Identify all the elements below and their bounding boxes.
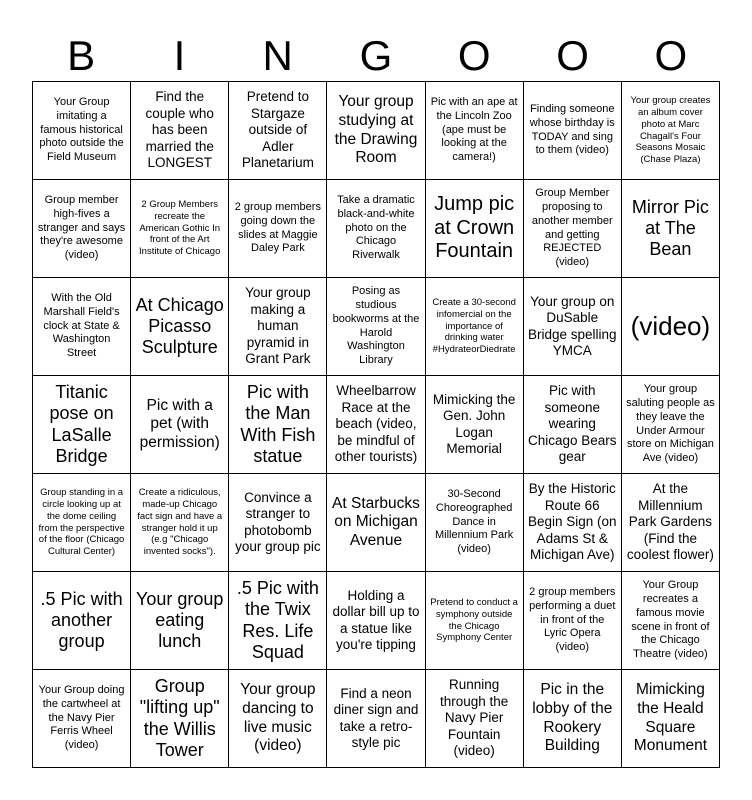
bingo-cell[interactable] bbox=[622, 82, 720, 180]
cell-text: Wheelbarrow Race at the beach (video, be mindful of other tourists) bbox=[334, 383, 418, 465]
cell-text: Your group studying at the Drawing Room bbox=[334, 93, 418, 167]
cell-text: At Starbucks on Michigan Avenue bbox=[332, 494, 420, 549]
header-letter-n: N bbox=[262, 32, 293, 79]
bingo-cell[interactable] bbox=[622, 572, 720, 670]
cell-text: Running through the Navy Pier Fountain (video) bbox=[439, 677, 509, 759]
header-letter-o2: O bbox=[556, 32, 589, 79]
cell-text: Your Group doing the cartwheel at the Navy Pier Ferris Wheel (video) bbox=[38, 684, 125, 752]
cell-text: (video) bbox=[630, 311, 711, 342]
cell-text: Mirror Pic at The Bean bbox=[631, 196, 709, 260]
bingo-cell[interactable] bbox=[229, 82, 327, 180]
cell-text: Mimicking the Gen. John Logan Memorial bbox=[432, 391, 516, 456]
bingo-cell[interactable] bbox=[33, 474, 131, 572]
header-letter-o3: O bbox=[654, 32, 688, 79]
cell-text: Convince a stranger to photobomb your group pic bbox=[235, 489, 321, 554]
cell-text: Your Group recreates a famous movie scene in front of the Chicago Theatre (video) bbox=[631, 579, 710, 660]
cell-text: Pretend to Stargaze outside of Adler Planetarium bbox=[241, 89, 314, 171]
cell-text: Create a 30-second infomercial on the importance of drinking water #HydrateorDiedrate bbox=[432, 296, 516, 356]
cell-text: At the Millennium Park Gardens (Find the coolest flower) bbox=[626, 481, 714, 563]
bingo-cell[interactable] bbox=[131, 376, 229, 474]
bingo-cell[interactable] bbox=[229, 278, 327, 376]
cell-text: Pic with someone wearing Chicago Bears gear bbox=[527, 383, 617, 465]
bingo-cell[interactable] bbox=[524, 180, 622, 278]
bingo-cell[interactable] bbox=[33, 278, 131, 376]
bingo-cell[interactable] bbox=[33, 670, 131, 768]
header-letter-b: B bbox=[67, 32, 96, 79]
cell-text: .5 Pic with another group bbox=[40, 588, 123, 652]
bingo-cell[interactable] bbox=[229, 572, 327, 670]
bingo-cell[interactable] bbox=[622, 670, 720, 768]
bingo-cell[interactable] bbox=[426, 670, 524, 768]
bingo-cell[interactable] bbox=[524, 376, 622, 474]
bingo-cell[interactable] bbox=[33, 82, 131, 180]
header-letter-o1: O bbox=[457, 32, 491, 79]
bingo-cell[interactable] bbox=[327, 278, 425, 376]
cell-text: Posing as studious bookworms at the Harold Washington Library bbox=[332, 285, 420, 366]
bingo-cell[interactable] bbox=[33, 572, 131, 670]
bingo-cell[interactable] bbox=[622, 376, 720, 474]
cell-text: Pic with a pet (with permission) bbox=[139, 396, 220, 451]
bingo-cell[interactable] bbox=[229, 376, 327, 474]
header-letter-i: I bbox=[173, 32, 186, 79]
bingo-cell[interactable] bbox=[524, 278, 622, 376]
cell-text: Pic with an ape at the Lincoln Zoo (ape must be looking at the camera!) bbox=[430, 96, 518, 164]
bingo-cell[interactable] bbox=[131, 180, 229, 278]
cell-text: At Chicago Picasso Sculpture bbox=[135, 294, 224, 358]
bingo-cell[interactable] bbox=[622, 278, 720, 376]
bingo-cell[interactable] bbox=[622, 180, 720, 278]
cell-text: Create a ridiculous, made-up Chicago fact sign and have a stranger hold it up (e.g "Chicago invented socks"). bbox=[137, 486, 223, 558]
bingo-cell[interactable] bbox=[33, 180, 131, 278]
bingo-cell[interactable] bbox=[327, 670, 425, 768]
cell-text: 2 group members performing a duet in front of the Lyric Opera (video) bbox=[529, 586, 616, 654]
cell-text: .5 Pic with the Twix Res. Life Squad bbox=[236, 578, 319, 662]
bingo-cell[interactable] bbox=[229, 670, 327, 768]
cell-text: Jump pic at Crown Fountain bbox=[434, 193, 515, 263]
bingo-cell[interactable] bbox=[426, 572, 524, 670]
bingo-cell[interactable] bbox=[524, 670, 622, 768]
bingo-cell[interactable] bbox=[131, 278, 229, 376]
cell-text: Your group dancing to live music (video) bbox=[240, 681, 316, 755]
cell-text: Take a dramatic black-and-white photo on the Chicago Riverwalk bbox=[337, 194, 415, 262]
bingo-cell[interactable] bbox=[622, 474, 720, 572]
bingo-cell[interactable] bbox=[131, 670, 229, 768]
bingo-grid bbox=[32, 81, 720, 768]
bingo-cell[interactable] bbox=[131, 82, 229, 180]
cell-text: Group "lifting up" the Willis Tower bbox=[139, 676, 220, 760]
bingo-cell[interactable] bbox=[131, 474, 229, 572]
bingo-cell[interactable] bbox=[426, 474, 524, 572]
cell-text: By the Historic Route 66 Begin Sign (on Adams St & Michigan Ave) bbox=[527, 481, 617, 563]
cell-text: Your Group imitating a famous historical photo outside the Field Museum bbox=[39, 96, 124, 164]
bingo-cell[interactable] bbox=[426, 82, 524, 180]
cell-text: Pic with the Man With Fish statue bbox=[240, 382, 316, 466]
cell-text: 2 group members going down the slides at Maggie Daley Park bbox=[234, 201, 321, 255]
bingo-cell[interactable] bbox=[327, 376, 425, 474]
cell-text: Your group creates an album cover photo at Marc Chagall's Four Seasons Mosaic (Chase Plaza) bbox=[630, 94, 711, 166]
cell-text: Pic in the lobby of the Rookery Building bbox=[532, 681, 613, 755]
cell-text: Pretend to conduct a symphony outside the Chicago Symphony Center bbox=[430, 596, 518, 644]
cell-text: Titanic pose on LaSalle Bridge bbox=[49, 382, 114, 466]
cell-text: Your group making a human pyramid in Grant Park bbox=[245, 285, 311, 367]
bingo-cell[interactable] bbox=[426, 376, 524, 474]
cell-text: Finding someone whose birthday is TODAY and sing to them (video) bbox=[529, 103, 615, 157]
bingo-cell[interactable] bbox=[327, 572, 425, 670]
cell-text: Group Member proposing to another member and getting REJECTED (video) bbox=[531, 187, 613, 268]
bingo-cell[interactable] bbox=[327, 82, 425, 180]
cell-text: Mimicking the Heald Square Monument bbox=[633, 681, 708, 755]
bingo-header bbox=[32, 28, 720, 84]
bingo-cell[interactable] bbox=[426, 180, 524, 278]
cell-text: Group standing in a circle looking up at the dome ceiling from the perspective of the floor (Chicago Cultural Center) bbox=[38, 486, 125, 558]
cell-text: 2 Group Members recreate the American Gothic In front of the Art Institute of Chicago bbox=[139, 198, 221, 258]
cell-text: Find a neon diner sign and take a retro-style pic bbox=[333, 685, 419, 750]
cell-text: Your group on DuSable Bridge spelling YMCA bbox=[527, 293, 617, 358]
cell-text: Your group saluting people as they leave the Under Armour store on Michigan Ave (video) bbox=[626, 383, 715, 464]
cell-text: With the Old Marshall Field's clock at State & Washington Street bbox=[43, 292, 120, 360]
bingo-cell[interactable] bbox=[524, 572, 622, 670]
bingo-cell[interactable] bbox=[131, 572, 229, 670]
bingo-cell[interactable] bbox=[524, 474, 622, 572]
bingo-cell[interactable] bbox=[229, 180, 327, 278]
cell-text: 30-Second Choreographed Dance in Millennium Park (video) bbox=[435, 488, 514, 556]
header-letter-g: G bbox=[359, 32, 393, 79]
cell-text: Holding a dollar bill up to a statue like you're tipping bbox=[332, 587, 420, 652]
bingo-cell[interactable] bbox=[327, 180, 425, 278]
bingo-cell[interactable] bbox=[426, 278, 524, 376]
cell-text: Group member high-fives a stranger and says they're awesome (video) bbox=[37, 194, 126, 262]
cell-text: Your group eating lunch bbox=[136, 588, 224, 652]
bingo-cell[interactable] bbox=[33, 376, 131, 474]
cell-text: Find the couple who has been married the LONGEST bbox=[145, 89, 214, 171]
bingo-cell[interactable] bbox=[229, 474, 327, 572]
bingo-cell[interactable] bbox=[524, 82, 622, 180]
bingo-cell[interactable] bbox=[327, 474, 425, 572]
